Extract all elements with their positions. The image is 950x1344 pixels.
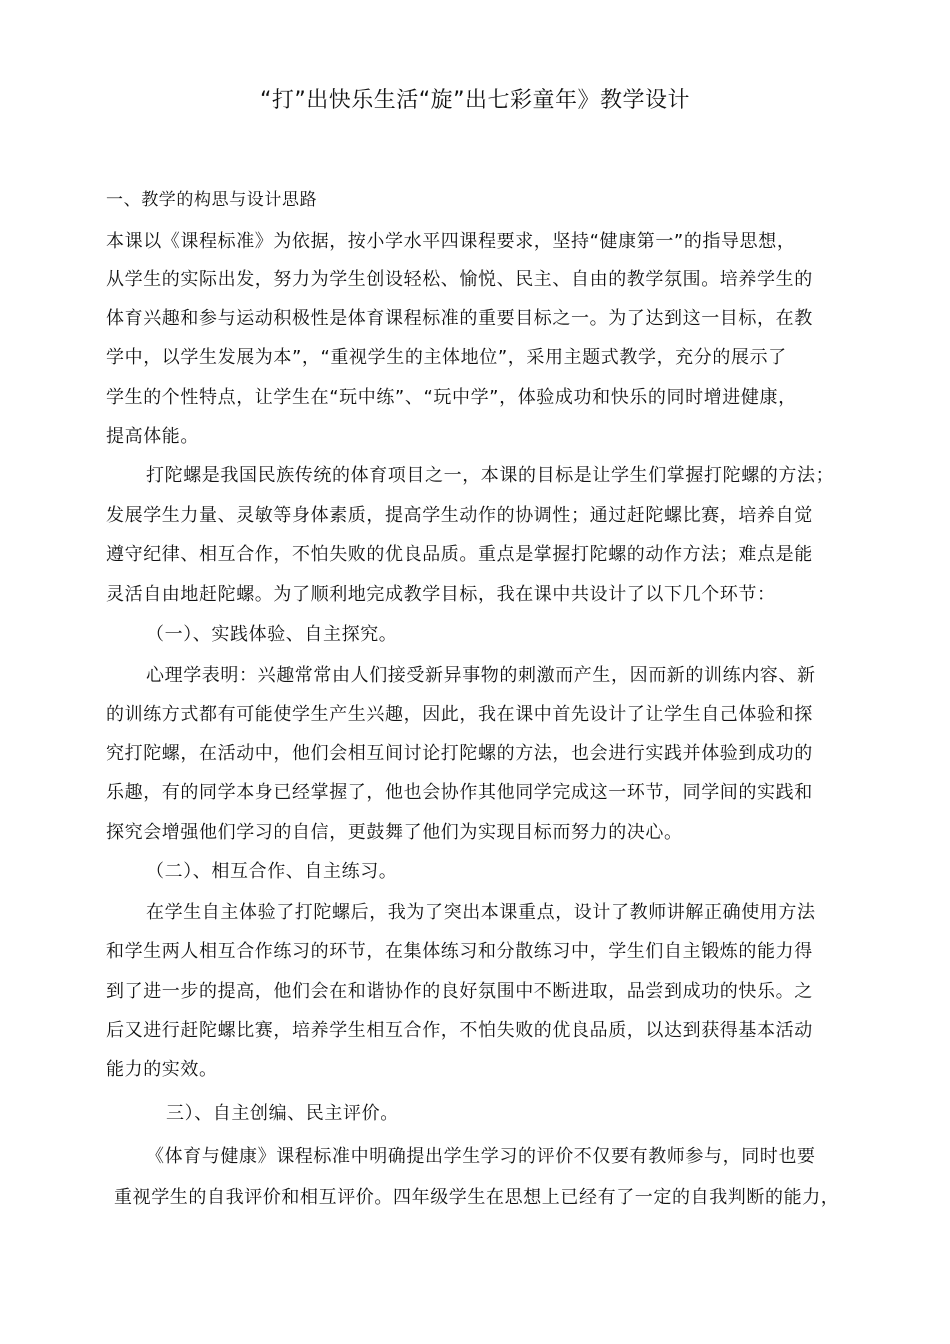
subheading-two: （二）、相互合作、自主练习。 <box>146 861 398 882</box>
paragraph-line: 从学生的实际出发，努力为学生创设轻松、愉悦、民主、自由的教学氛围。培养学生的 <box>106 269 813 290</box>
paragraph-line: 体育兴趣和参与运动积极性是体育课程标准的重要目标之一。为了达到这一目标，在教 <box>106 308 813 329</box>
paragraph-line: 乐趣，有的同学本身已经掌握了，他也会协作其他同学完成这一环节，同学间的实践和 <box>106 782 813 803</box>
paragraph-line: 学中，以学生发展为本”，“重视学生的主体地位”，采用主题式教学，充分的展示了 <box>106 347 787 368</box>
paragraph-line: 和学生两人相互合作练习的环节，在集体练习和分散练习中，学生们自主锻炼的能力得 <box>106 941 813 962</box>
paragraph-line: 打陀螺是我国民族传统的体育项目之一，本课的目标是让学生们掌握打陀螺的方法； <box>146 465 835 486</box>
paragraph-line: 能力的实效。 <box>106 1059 218 1080</box>
paragraph-line: 遵守纪律、相互合作，不怕失败的优良品质。重点是掌握打陀螺的动作方法；难点是能 <box>106 544 813 565</box>
subheading-one: （一）、实践体验、自主探究。 <box>146 624 398 645</box>
paragraph-line: 的训练方式都有可能使学生产生兴趣，因此，我在课中首先设计了让学生自己体验和探 <box>106 704 813 725</box>
paragraph-line: 后又进行赶陀螺比赛，培养学生相互合作，不怕失败的优良品质，以达到获得基本活动 <box>106 1020 813 1041</box>
paragraph-line: 探究会增强他们学习的自信，更鼓舞了他们为实现目标而努力的决心。 <box>106 822 683 843</box>
paragraph-line: 重视学生的自我评价和相互评价。四年级学生在思想上已经有了一定的自我判断的能力， <box>114 1187 840 1208</box>
paragraph-line: 到了进一步的提高，他们会在和谐协作的良好氛围中不断进取，品尝到成功的快乐。之 <box>106 981 813 1002</box>
paragraph-line: 本课以《课程标准》为依据，按小学水平四课程要求，坚持“健康第一”的指导思想， <box>106 231 796 252</box>
document-title: “打”出快乐生活“旋”出七彩童年》教学设计 <box>259 88 691 113</box>
paragraph-line: 发展学生力量、灵敏等身体素质，提高学生动作的协调性；通过赶陀螺比赛，培养自觉 <box>106 505 813 526</box>
paragraph-line: 心理学表明：兴趣常常由人们接受新异事物的刺激而产生，因而新的训练内容、新 <box>146 665 816 686</box>
section-heading: 一、教学的构思与设计思路 <box>106 190 318 210</box>
paragraph-line: 提高体能。 <box>106 426 199 447</box>
paragraph-line: 学生的个性特点，让学生在“玩中练”、“玩中学”，体验成功和快乐的同时增进健康， <box>106 387 797 408</box>
paragraph-line: 灵活自由地赶陀螺。为了顺利地完成教学目标，我在课中共设计了以下几个环节： <box>106 584 776 605</box>
paragraph-line: 究打陀螺，在活动中，他们会相互间讨论打陀螺的方法，也会进行实践并体验到成功的 <box>106 743 813 764</box>
paragraph-line: 《体育与健康》课程标准中明确提出学生学习的评价不仅要有教师参与，同时也要 <box>146 1146 816 1167</box>
paragraph-line: 在学生自主体验了打陀螺后，我为了突出本课重点，设计了教师讲解正确使用方法 <box>146 902 816 923</box>
subheading-three: 三）、自主创编、民主评价。 <box>166 1103 399 1124</box>
